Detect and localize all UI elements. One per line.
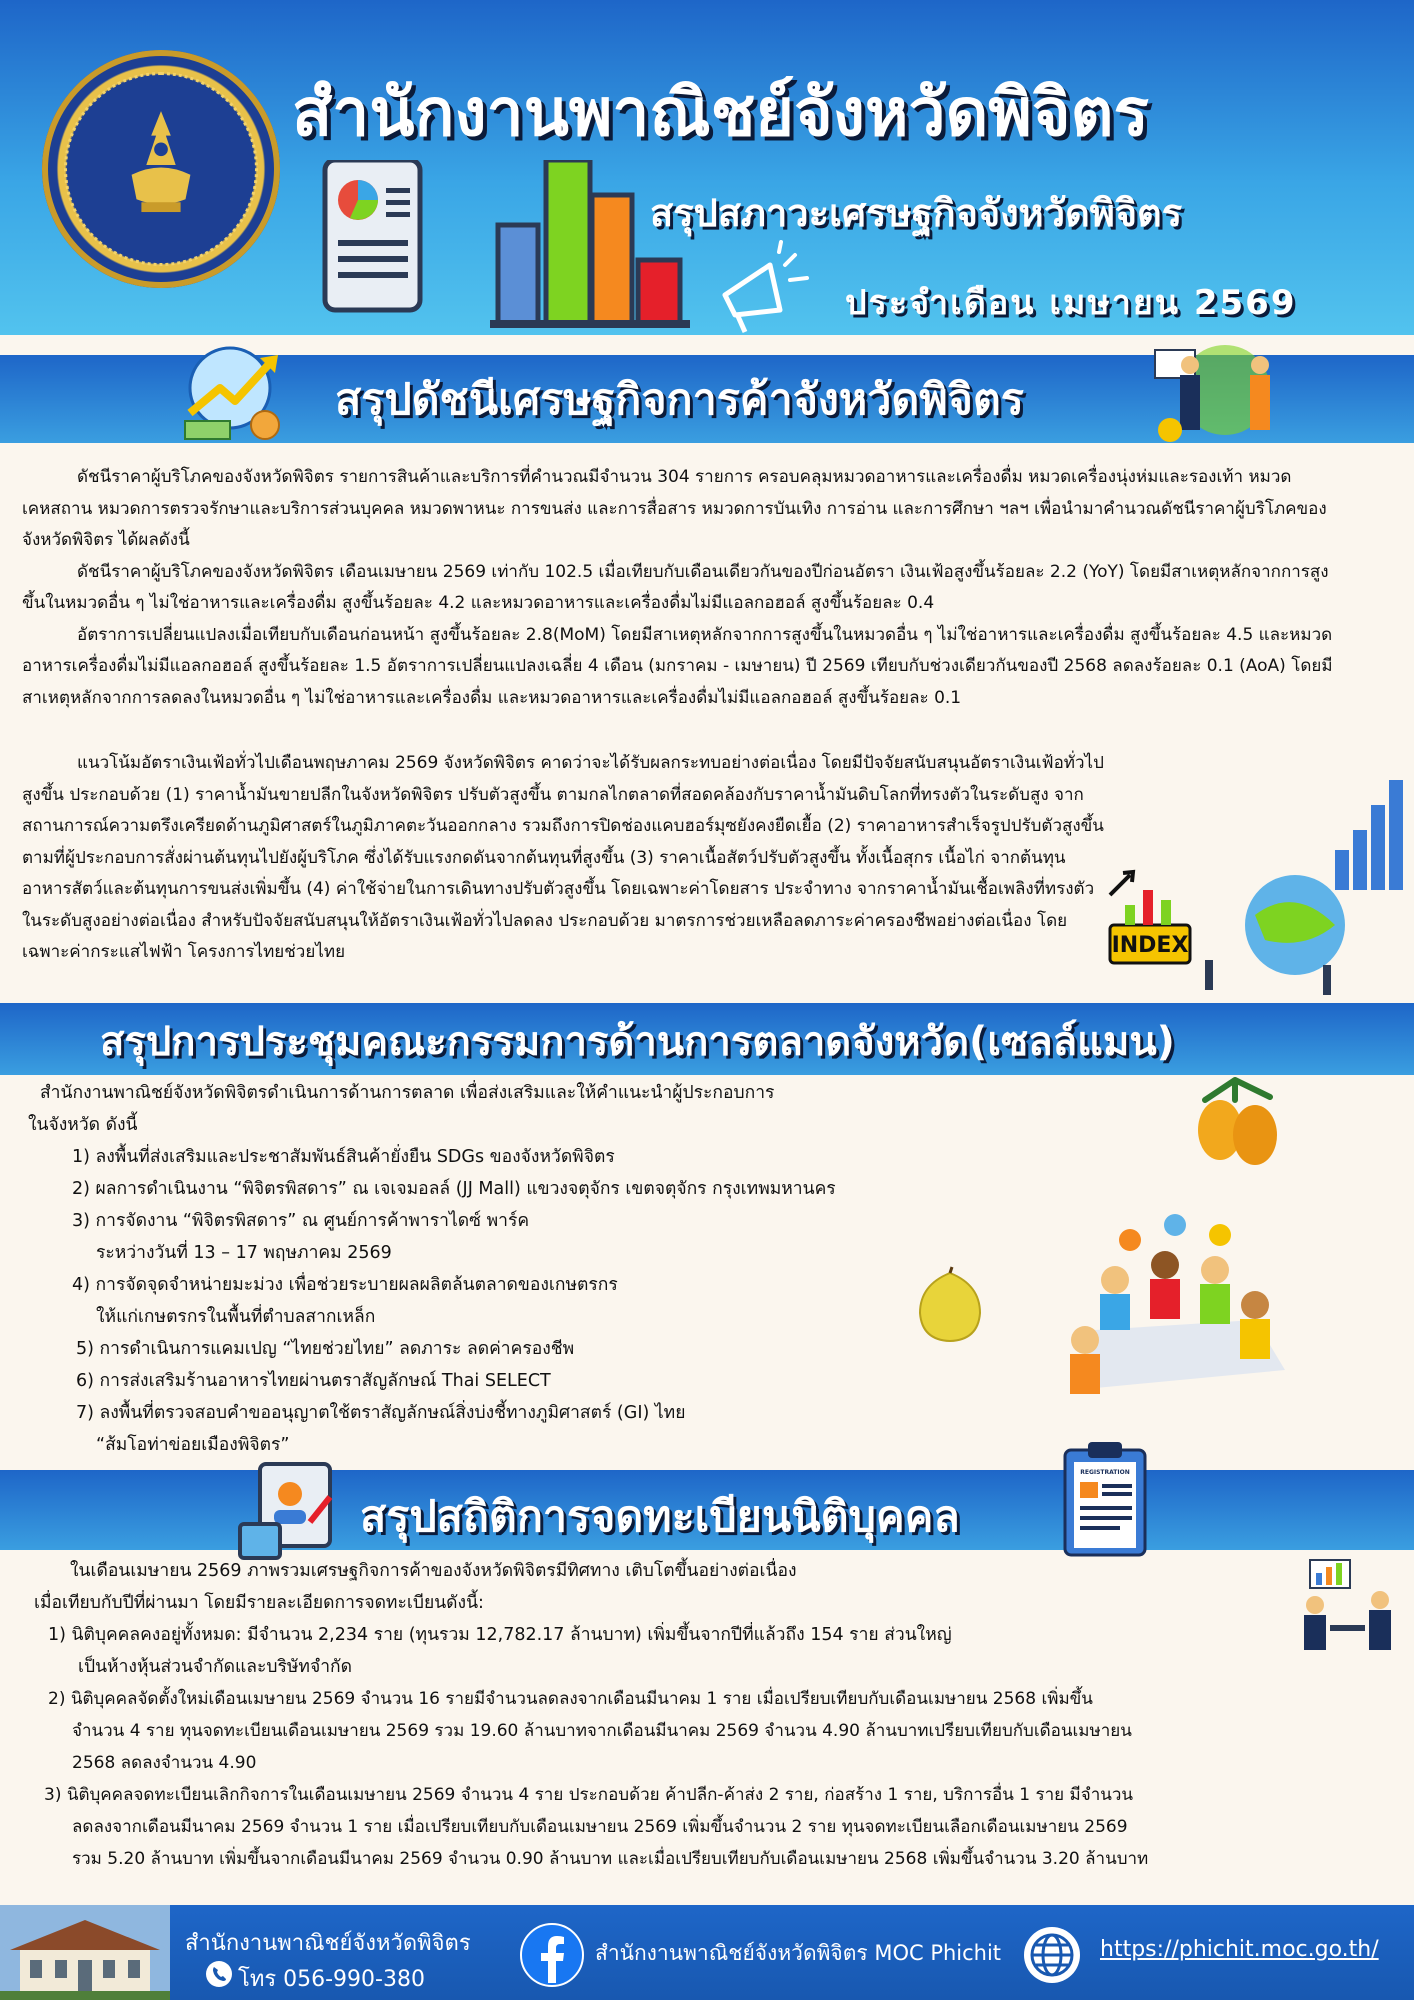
provincial-seal-icon [42,50,280,288]
marketing-item-4: 4) การจัดจุดจำหน่ายมะม่วง เพื่อช่วยระบายผลผลิตล้นตลาดของเกษตรกร [72,1275,618,1295]
cpi-mom-paragraph: อัตราการเปลี่ยนแปลงเมื่อเทียบกับเดือนก่อนหน้า สูงขึ้นร้อยละ 2.8(MoM) โดยมีสาเหตุหลักจากการสูงขึ้นในหมวดอื่น ๆ ไม่ใช่อาหารและเครื่องดื่ม สูงขึ้นร้อยละ 4.5 และหมวดอาหารเครื่องดื่มไม่มีแอลกอฮอล์ สูงขึ้นร้อยละ 1.5 อัตราการเปลี่ยนแปลงเฉลี่ย 4 เดือน (มกราคม - เมษายน) ปี 2569 เทียบกับช่วงเดียวกันของปี 2568 ลดลงร้อยละ 0.1 (AoA) โดยมีสาเหตุหลักจากการลดลงในหมวดอื่น ๆ ไม่ใช่อาหารและเครื่องดื่ม และหมวดอาหารและเครื่องดื่มไม่มีแอลกอฮอล์ สูงขึ้นร้อยละ 0.1 [22,624,1333,708]
footer-facebook-page[interactable]: สำนักงานพาณิชย์จังหวัดพิจิตร MOC Phichit [595,1941,1002,1965]
phone-icon [205,1960,233,1988]
marketing-item-7: 7) ลงพื้นที่ตรวจสอบคำขออนุญาตใช้ตราสัญลักษณ์สิ่งบ่งชี้ทางภูมิศาสตร์ (GI) ไทย [76,1403,686,1423]
document-profile-icon [230,1462,340,1562]
section3-title: สรุปสถิติการจดทะเบียนนิติบุคคล [360,1492,960,1542]
registration-clipboard-icon [1060,1440,1150,1560]
registration-item-1-cont: เป็นห้างหุ้นส่วนจำกัดและบริษัทจำกัด [78,1657,352,1677]
globe-icon [1022,1925,1082,1985]
money-growth-icon [180,343,290,443]
marketing-item-7-cont: “ส้มโอท่าข่อยเมืองพิจิตร” [96,1435,290,1455]
inflation-trend-block [22,748,1107,969]
index-label: INDEX [1111,933,1189,958]
marketing-item-6: 6) การส่งเสริมร้านอาหารไทยผ่านตราสัญลักษณ์ Thai SELECT [76,1371,551,1391]
section1-paragraphs [22,462,1347,714]
megaphone-icon [715,240,815,335]
marketing-item-4-cont: ให้แก่เกษตรกรในพื้นที่ตำบลสากเหล็ก [96,1307,376,1327]
section1-band [0,355,1414,443]
registration-item-2: 2) นิติบุคคลจัดตั้งใหม่เดือนเมษายน 2569 จำนวน 16 รายมีจำนวนลดลงจากเดือนมีนาคม 1 ราย เมื่อเปรียบเทียบกับเดือนเมษายน 2568 เพิ่มขึ้น [48,1689,1093,1709]
marketing-intro-line1: สำนักงานพาณิชย์จังหวัดพิจิตรดำเนินการด้านการตลาด เพื่อส่งเสริมและให้คำแนะนำผู้ประกอบการ [40,1083,775,1103]
pomelo-icon [910,1265,990,1345]
page-title: สำนักงานพาณิชย์จังหวัดพิจิตร [292,74,1149,151]
marketing-item-2: 2) ผลการดำเนินงาน “พิจิตรพิสดาร” ณ เจเจมอลล์ (JJ Mall) แขวงจตุจักร เขตจตุจักร กรุงเทพมหานคร [72,1179,836,1199]
marketing-item-3-cont: ระหว่างวันที่ 13 – 17 พฤษภาคม 2569 [96,1243,392,1263]
index-growth-illustration [1105,775,1410,1000]
registration-item-3-cont1: ลดลงจากเดือนมีนาคม 2569 จำนวน 1 ราย เมื่อเปรียบเทียบกับเดือนเมษายน 2569 เพิ่มขึ้นจำนวน 2 ราย ทุนจดทะเบียนเลือกเดือนเมษายน 2569 [72,1817,1128,1837]
office-building-icon [0,1905,170,2000]
inflation-trend-paragraph: แนวโน้มอัตราเงินเฟ้อทั่วไปเดือนพฤษภาคม 2569 จังหวัดพิจิตร คาดว่าจะได้รับผลกระทบอย่างต่อเนื่อง โดยมีปัจจัยสนับสนุนอัตราเงินเฟ้อทั่วไปสูงขึ้น ประกอบด้วย (1) ราคาน้ำมันขายปลีกในจังหวัดพิจิตร ปรับตัวสูงขึ้น ตามกลไกตลาดที่สอดคล้องกับราคาน้ำมันดิบโลกที่ทรงตัวในระดับสูง จากสถานการณ์ความตรึงเครียดด้านภูมิศาสตร์ในภูมิภาคตะวันออกกลาง รวมถึงการปิดช่องแคบฮอร์มุซยังคงยืดเยื้อ (2) ราคาอาหารสำเร็จรูปปรับตัวสูงขึ้น ตามที่ผู้ประกอบการสั่งผ่านต้นทุนไปยังผู้บริโภค ซึ่งได้รับแรงกดดันจากต้นทุนที่สูงขึ้น (3) ราคาเนื้อสัตว์ปรับตัวสูงขึ้น ทั้งเนื้อสุกร เนื้อไก่ จากต้นทุนอาหารสัตว์และต้นทุนการขนส่งเพิ่มขึ้น (4) ค่าใช้จ่ายในการเดินทางปรับตัวสูงขึ้น โดยเฉพาะค่าโดยสาร ประจำทาง จากราคาน้ำมันเชื้อเพลิงที่ทรงตัวในระดับสูงอย่างต่อเนื่อง สำหรับปัจจัยสนับสนุนให้อัตราเงินเฟ้อทั่วไปลดลง ประกอบด้วย มาตรการช่วยเหลือลดภาระค่าครองชีพอย่างต่อเนื่อง โดยเฉพาะค่ากระแสไฟฟ้า โครงการไทยช่วยไทย [22,753,1104,962]
registration-item-1: 1) นิติบุคคลคงอยู่ทั้งหมด: มีจำนวน 2,234 ราย (ทุนรวม 12,782.17 ล้านบาท) เพิ่มขึ้นจากปีที่แล้วถึง 154 ราย ส่วนใหญ่ [48,1625,952,1645]
registration-intro-line1: ในเดือนเมษายน 2569 ภาพรวมเศรษฐกิจการค้าของจังหวัดพิจิตรมีทิศทาง เติบโตขึ้นอย่างต่อเนื่อง [70,1561,797,1581]
footer-website-link[interactable]: https://phichit.moc.go.th/ [1100,1937,1379,1962]
marketing-item-1: 1) ลงพื้นที่ส่งเสริมและประชาสัมพันธ์สินค้ายั่งยืน SDGs ของจังหวัดพิจิตร [72,1147,615,1167]
registration-item-3: 3) นิติบุคคลจดทะเบียนเลิกกิจการในเดือนเมษายน 2569 จำนวน 4 ราย ประกอบด้วย ค้าปลีก-ค้าส่ง 2 ราย, ก่อสร้าง 1 ราย, บริการอื่น 1 ราย มีจำนวน [44,1785,1134,1805]
page-subtitle: สรุปสภาวะเศรษฐกิจจังหวัดพิจิตร [650,191,1183,235]
clipboard-label: REGISTRATION [1080,1469,1130,1476]
registration-item-2-cont1: จำนวน 4 ราย ทุนจดทะเบียนเดือนเมษายน 2569 รวม 19.60 ล้านบาทจากเดือนมีนาคม 2569 จำนวน 4.90 ล้านบาทเปรียบเทียบกับเดือนเมษายน [72,1721,1132,1741]
registration-item-3-cont2: รวม 5.20 ล้านบาท เพิ่มขึ้นจากเดือนมีนาคม 2569 จำนวน 0.90 ล้านบาท และเมื่อเปรียบเทียบกับเดือนเมษายน 2568 เพิ่มขึ้นจำนวน 3.20 ล้านบาท [72,1849,1149,1869]
report-period: ประจำเดือน เมษายน 2569 [845,283,1297,323]
marketing-intro-line2: ในจังหวัด ดังนี้ [28,1115,138,1135]
mango-icon [1185,1075,1290,1175]
facebook-icon[interactable] [520,1923,584,1987]
section2-title: สรุปการประชุมคณะกรรมการด้านการตลาดจังหวัด(เซลล์แมน) [100,1019,1175,1065]
meeting-illustration [1055,1210,1295,1410]
footer [0,1905,1414,2000]
marketing-item-5: 5) การดำเนินการแคมเปญ “ไทยช่วยไทย” ลดภาระ ลดค่าครองชีพ [76,1339,575,1359]
office-workers-icon [1290,1555,1405,1655]
registration-item-2-cont2: 2568 ลดลงจำนวน 4.90 [72,1753,257,1773]
section1-title: สรุปดัชนีเศรษฐกิจการค้าจังหวัดพิจิตร [335,375,1024,425]
section2-band [0,1003,1414,1075]
marketing-item-3: 3) การจัดงาน “พิจิตรพิสดาร” ณ ศูนย์การค้าพาราไดซ์ พาร์ค [72,1211,530,1231]
section3-band [0,1470,1414,1550]
footer-office-name: สำนักงานพาณิชย์จังหวัดพิจิตร [185,1931,471,1956]
cpi-yoy-paragraph: ดัชนีราคาผู้บริโภคของจังหวัดพิจิตร เดือนเมษายน 2569 เท่ากับ 102.5 เมื่อเทียบกับเดือนเดียวกันของปีก่อนอัตรา เงินเฟ้อสูงขึ้นร้อยละ 2.2 (YoY) โดยมีสาเหตุหลักจากการสูงขึ้นในหมวดอื่น ๆ ไม่ใช่อาหารและเครื่องดื่ม สูงขึ้นร้อยละ 4.2 และหมวดอาหารและเครื่องดื่มไม่มีแอลกอฮอล์ สูงขึ้นร้อยละ 0.4 [22,561,1329,613]
header-banner [0,0,1414,335]
business-people-icon [1150,335,1300,445]
footer-phone[interactable]: โทร 056-990-380 [238,1967,425,1992]
cpi-intro-paragraph: ดัชนีราคาผู้บริโภคของจังหวัดพิจิตร รายการสินค้าและบริการที่คำนวณมีจำนวน 304 รายการ ครอบคลุมหมวดอาหารและเครื่องดื่ม หมวดเครื่องนุ่งห่มและรองเท้า หมวดเคหสถาน หมวดการตรวจรักษาและบริการส่วนบุคคล หมวดพาหนะ การขนส่ง และการสื่อสาร หมวดการบันเทิง การอ่าน และการศึกษา ฯลฯ เพื่อนำมาคำนวณดัชนีราคาผู้บริโภคของจังหวัดพิจิตร ได้ผลดังนี้ [22,467,1327,550]
registration-intro-line2: เมื่อเทียบกับปีที่ผ่านมา โดยมีรายละเอียดการจดทะเบียนดังนี้: [34,1593,484,1613]
